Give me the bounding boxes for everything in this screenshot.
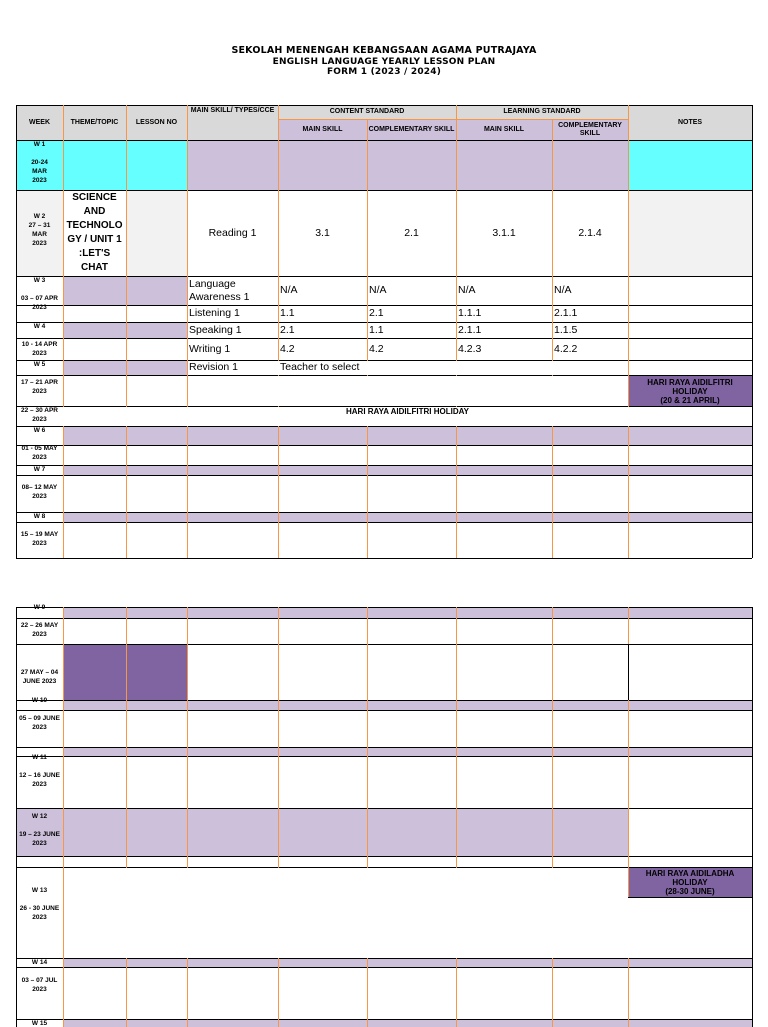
- week-9: W 9 22 – 26 MAY 2023: [20, 604, 59, 638]
- grid-line: [628, 897, 752, 898]
- grid-line: [367, 426, 368, 558]
- col-content-standard: CONTENT STANDARD: [329, 108, 405, 115]
- w13-merge-mask: [63, 868, 628, 897]
- col-ls-main: MAIN SKILL: [483, 125, 525, 133]
- w6-purple: [63, 426, 752, 445]
- w9-purple: [63, 607, 752, 618]
- w10-purple: [63, 700, 752, 710]
- col-learning-standard: LEARNING STANDARD: [503, 108, 581, 115]
- grid-line: [16, 558, 752, 559]
- listening-ls-main: 1.1.1: [458, 307, 482, 319]
- w11-purple: [63, 747, 752, 756]
- grid-line: [63, 406, 64, 558]
- speaking-cs-main: 2.1: [280, 323, 295, 336]
- week-12: W 12 19 – 23 JUNE 2023: [19, 813, 60, 847]
- writing-ls-comp: 4.2.2: [554, 342, 578, 355]
- aidilfitri-note: HARI RAYA AIDILFITRI HOLIDAY (20 & 21 APRIL): [647, 377, 733, 405]
- grid-line: [367, 607, 368, 1027]
- listening-ls-comp: 2.1.1: [554, 307, 578, 319]
- w7-purple: [63, 465, 752, 475]
- reading-ls-comp: 2.1.4: [578, 227, 602, 239]
- listening-cs-main: 1.1: [280, 307, 295, 319]
- grid-line: [456, 607, 457, 1027]
- w14-purple: [63, 958, 752, 967]
- writing-cs-comp: 4.2: [369, 342, 384, 355]
- aidiladha-note: HARI RAYA AIDILADHA HOLIDAY (28-30 JUNE): [645, 868, 735, 896]
- language-ls-comp: N/A: [554, 284, 572, 296]
- writing-cs-main: 4.2: [280, 342, 295, 355]
- grid-line: [278, 406, 279, 558]
- col-cs-main: MAIN SKILL: [302, 125, 343, 133]
- holiday-apr-week: 22 – 30 APR 2023: [21, 407, 58, 423]
- col-ls-comp: COMPLEMENTARY SKILL: [558, 121, 622, 137]
- grid-line: [552, 426, 553, 558]
- reading-ls-main: 3.1.1: [492, 227, 516, 239]
- grid-line: [628, 105, 629, 406]
- w2-grey-notes: [628, 190, 752, 276]
- w5-purple: [63, 360, 187, 375]
- col-week: WEEK: [29, 118, 50, 126]
- reading-cs-comp: 2.1: [404, 227, 419, 239]
- reading-cs-main: 3.1: [315, 227, 330, 239]
- week-2: W 2 27 – 31 MAR 2023: [28, 213, 51, 247]
- aidilfitri-holiday-banner: HARI RAYA AIDILFITRI HOLIDAY: [346, 407, 469, 416]
- grid-line: [752, 105, 753, 558]
- w8-purple: [63, 512, 752, 522]
- language-cs-comp: N/A: [369, 284, 387, 296]
- w1-cyan-notes: [628, 140, 752, 190]
- col-main-skill: MAIN SKILL/ TYPES/CCE: [190, 107, 275, 114]
- week-6: W 6 01 - 05 MAY 2023: [21, 427, 58, 461]
- plan-title: ENGLISH LANGUAGE YEARLY LESSON PLAN: [272, 56, 496, 67]
- language-cs-main: N/A: [280, 284, 298, 296]
- grid-line: [187, 406, 188, 558]
- document-header: [0, 46, 768, 78]
- speaking-skill: Speaking 1: [189, 323, 242, 336]
- week-15: W 15: [31, 1020, 48, 1027]
- week-8: W 8 15 – 19 MAY 2023: [20, 513, 59, 547]
- grid-line: [752, 607, 753, 1027]
- week-5: W 5 17 – 21 APR 2023: [21, 361, 58, 395]
- grid-line: [278, 607, 279, 1027]
- week-4: W 4 10 - 14 APR 2023: [21, 323, 58, 357]
- speaking-ls-comp: 1.1.5: [554, 323, 578, 336]
- grid-line: [552, 607, 553, 1027]
- grid-line: [456, 406, 457, 558]
- grid-line: [126, 105, 127, 406]
- week-11: W 11 12 – 16 JUNE 2023: [19, 754, 60, 788]
- grid-line: [628, 406, 629, 558]
- week-13: W 13 26 - 30 JUNE 2023: [19, 887, 60, 921]
- language-ls-main: N/A: [458, 284, 476, 296]
- col-notes: NOTES: [677, 118, 703, 126]
- grid-line: [187, 607, 188, 1027]
- speaking-cs-comp: 1.1: [369, 323, 384, 336]
- w15-purple: [63, 1019, 752, 1027]
- school-name: SEKOLAH MENENGAH KEBANGSAAN AGAMA PUTRAJAYA: [231, 45, 537, 56]
- listening-skill: Listening 1: [189, 307, 240, 319]
- listening-cs-comp: 2.1: [369, 307, 384, 319]
- theme-unit-1: SCIENCE AND TECHNOLO GY / UNIT 1 :LET'S CHAT: [66, 192, 123, 273]
- revision-teacher-select: Teacher to select: [280, 361, 360, 373]
- grid-line: [63, 607, 64, 1027]
- w13-merge-mask-2: [63, 897, 752, 958]
- revision-skill: Revision 1: [189, 361, 239, 373]
- week-3: W 3 03 – 07 APR 2023: [21, 277, 58, 311]
- w1-purple: [187, 140, 628, 190]
- w4-purple: [63, 322, 187, 338]
- grid-line: [628, 644, 629, 700]
- grid-line: [126, 406, 127, 558]
- w5-merge-mask: [278, 376, 628, 406]
- break-may-week: 27 MAY – 04 JUNE 2023: [20, 669, 59, 685]
- speaking-ls-main: 2.1.1: [458, 323, 482, 336]
- grid-line: [63, 867, 64, 958]
- reading-skill: Reading 1: [208, 227, 257, 239]
- week-14: W 14 03 – 07 JUL 2023: [21, 959, 58, 993]
- w2-grey-lesson: [126, 190, 187, 276]
- col-lesson-no: LESSON NO: [135, 118, 178, 126]
- form-title: FORM 1 (2023 / 2024): [326, 67, 442, 77]
- w12-purple: [16, 808, 628, 856]
- writing-ls-main: 4.2.3: [458, 342, 482, 355]
- grid-line: [126, 607, 127, 1027]
- week-10: W 10 05 – 09 JUNE 2023: [19, 697, 60, 731]
- writing-skill: Writing 1: [189, 342, 231, 355]
- language-skill: Language Awareness 1: [189, 277, 250, 303]
- w3-purple: [63, 276, 187, 305]
- week-1: W 1 20-24 MAR 2023: [31, 141, 48, 184]
- col-theme: THEME/TOPIC: [70, 118, 119, 126]
- week-7: W 7 08– 12 MAY 2023: [21, 466, 58, 500]
- col-cs-comp: COMPLEMENTARY SKILL: [368, 125, 455, 133]
- break-may-fill: [63, 644, 187, 700]
